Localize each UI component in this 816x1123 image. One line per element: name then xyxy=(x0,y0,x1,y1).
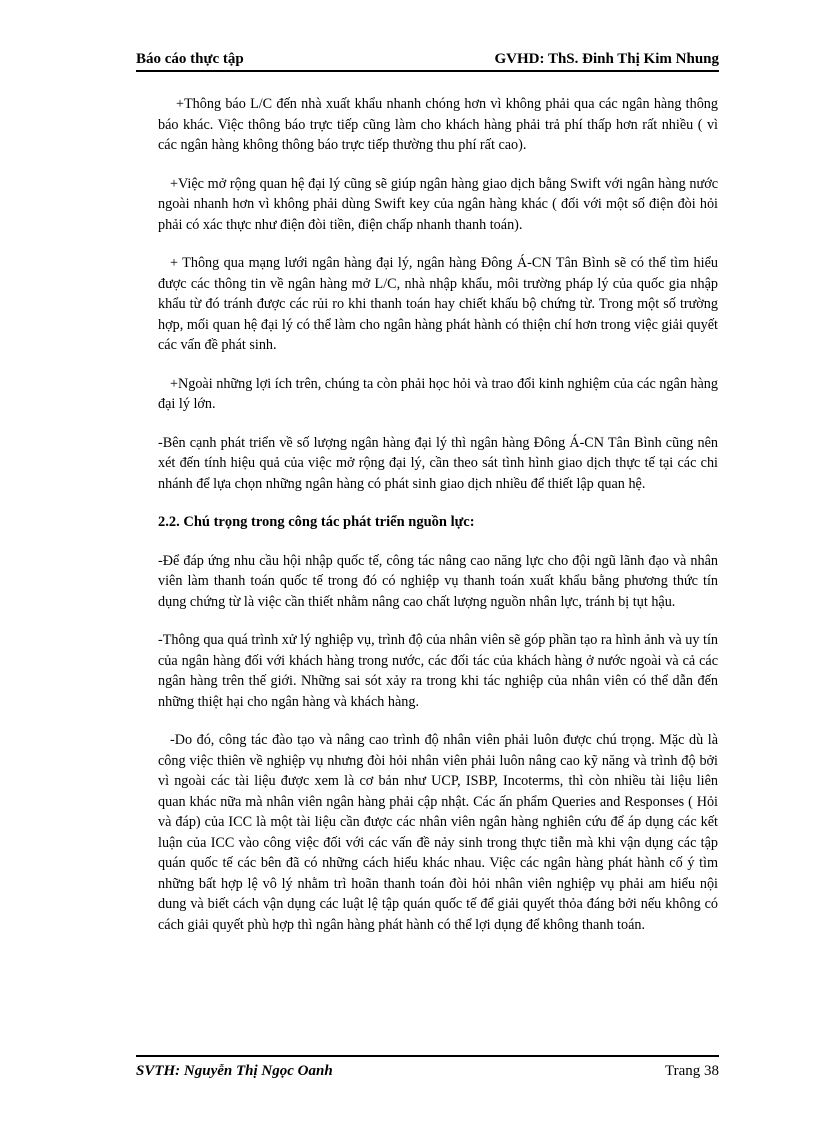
footer-student: SVTH: Nguyễn Thị Ngọc Oanh xyxy=(136,1063,333,1079)
header-report-title: Báo cáo thực tập xyxy=(136,51,244,67)
document-body xyxy=(158,94,718,953)
paragraph-staff-skill: -Thông qua quá trình xử lý nghiệp vụ, trình độ của nhân viên sẽ góp phần tạo ra hình ảnh và uy tín của ngân hàng đối với khách hàng trong nước, các đối tác của khách hàng ở nước ngoài và cả các ngân hàng trên thế giới. Những sai sót xảy ra trong khi tác nghiệp của nhân viên có thể dẫn đến những thiệt hại cho ngân hàng và khách hàng. xyxy=(158,632,718,710)
paragraph-swift: +Việc mở rộng quan hệ đại lý cũng sẽ giúp ngân hàng giao dịch bằng Swift với ngân hàng nước ngoài nhanh hơn vì không phải dùng Swift key của ngân hàng khác ( đối với một số điện đòi hỏi phải có xác thực như điện đòi tiền, điện chấp nhanh thanh toán). xyxy=(158,175,718,233)
section-heading: 2.2. Chú trọng trong công tác phát triển nguồn lực: xyxy=(158,514,475,530)
paragraph-efficiency: -Bên cạnh phát triển về số lượng ngân hàng đại lý thì ngân hàng Đông Á-CN Tân Bình cũng nên xét đến tính hiệu quả của việc mở rộng đại lý, cần theo sát tình hình giao dịch thực tế tại các chi nhánh để lựa chọn những ngân hàng có phát sinh giao dịch nhiều để thiết lập quan hệ. xyxy=(158,434,718,492)
paragraph-agency-network: + Thông qua mạng lưới ngân hàng đại lý, ngân hàng Đông Á-CN Tân Bình sẽ có thể tìm hiểu được các thông tin về ngân hàng mở L/C, nhà nhập khẩu, môi trường pháp lý của quốc gia nhập khẩu từ đó tránh được các rủi ro khi thanh toán hay chiết khấu bộ chứng từ. Trong một số trường hợp, mối quan hệ đại lý có thể làm cho ngân hàng phát hành có thiện chí hơn trong việc giải quyết các vấn đề phát sinh. xyxy=(158,255,718,353)
paragraph-integration: -Để đáp ứng nhu cầu hội nhập quốc tế, công tác nâng cao năng lực cho đội ngũ lãnh đạo và nhân viên làm thanh toán quốc tế trong đó có nghiệp vụ thanh toán xuất khẩu bằng phương thức tín dụng chứng từ là việc cần thiết nhằm nâng cao chất lượng nguồn nhân lực, tránh bị tụt hậu. xyxy=(158,552,718,610)
paragraph-learning: +Ngoài những lợi ích trên, chúng ta còn phải học hỏi và trao đổi kinh nghiệm của các ngân hàng đại lý lớn. xyxy=(158,375,718,412)
page-footer xyxy=(136,1055,719,1083)
footer-page-number: Trang 38 xyxy=(664,1063,719,1079)
paragraph-lc-notice: +Thông báo L/C đến nhà xuất khẩu nhanh chóng hơn vì không phải qua các ngân hàng thông báo khác. Việc thông báo trực tiếp cũng làm cho khách hàng phải trả phí thấp hơn rất nhiều ( vì các ngân hàng không thông báo trực tiếp thường thu phí rất cao). xyxy=(158,96,718,153)
paragraph-training: -Do đó, công tác đào tạo và nâng cao trình độ nhân viên phải luôn được chú trọng. Mặc dù là công việc thiên về nghiệp vụ nhưng đòi hỏi nhân viên phải luôn nâng cao kỹ năng và trình độ bởi vì ngoài các tài liệu được xem là cơ bản như UCP, ISBP, Incoterms, thì còn nhiều tài liệu liên quan khác nữa mà nhân viên ngân hàng phải cập nhật. Các ấn phẩm Queries and Responses ( Hỏi và đáp) của ICC là một tài liệu cần được các nhân viên ngân hàng nghiên cứu để áp dụng các kết luận của ICC vào công việc đối với các vấn đề nảy sinh trong thực tiễn mà khi vận dụng các tập quán quốc tế các bên đã có những cách hiểu khác nhau. Việc các ngân hàng phát hành cố ý tìm những bất hợp lệ vô lý nhằm trì hoãn thanh toán đòi hỏi nhân viên nghiệp vụ phải am hiểu nội dung và biết cách vận dụng các luật lệ tập quán quốc tế để giải quyết thỏa đáng bởi nếu không có cách giải quyết phù hợp thì ngân hàng phát hành có thể lợi dụng để không thanh toán. xyxy=(158,732,718,933)
page-header xyxy=(136,50,719,72)
header-supervisor: GVHD: ThS. Đinh Thị Kim Nhung xyxy=(494,51,719,67)
